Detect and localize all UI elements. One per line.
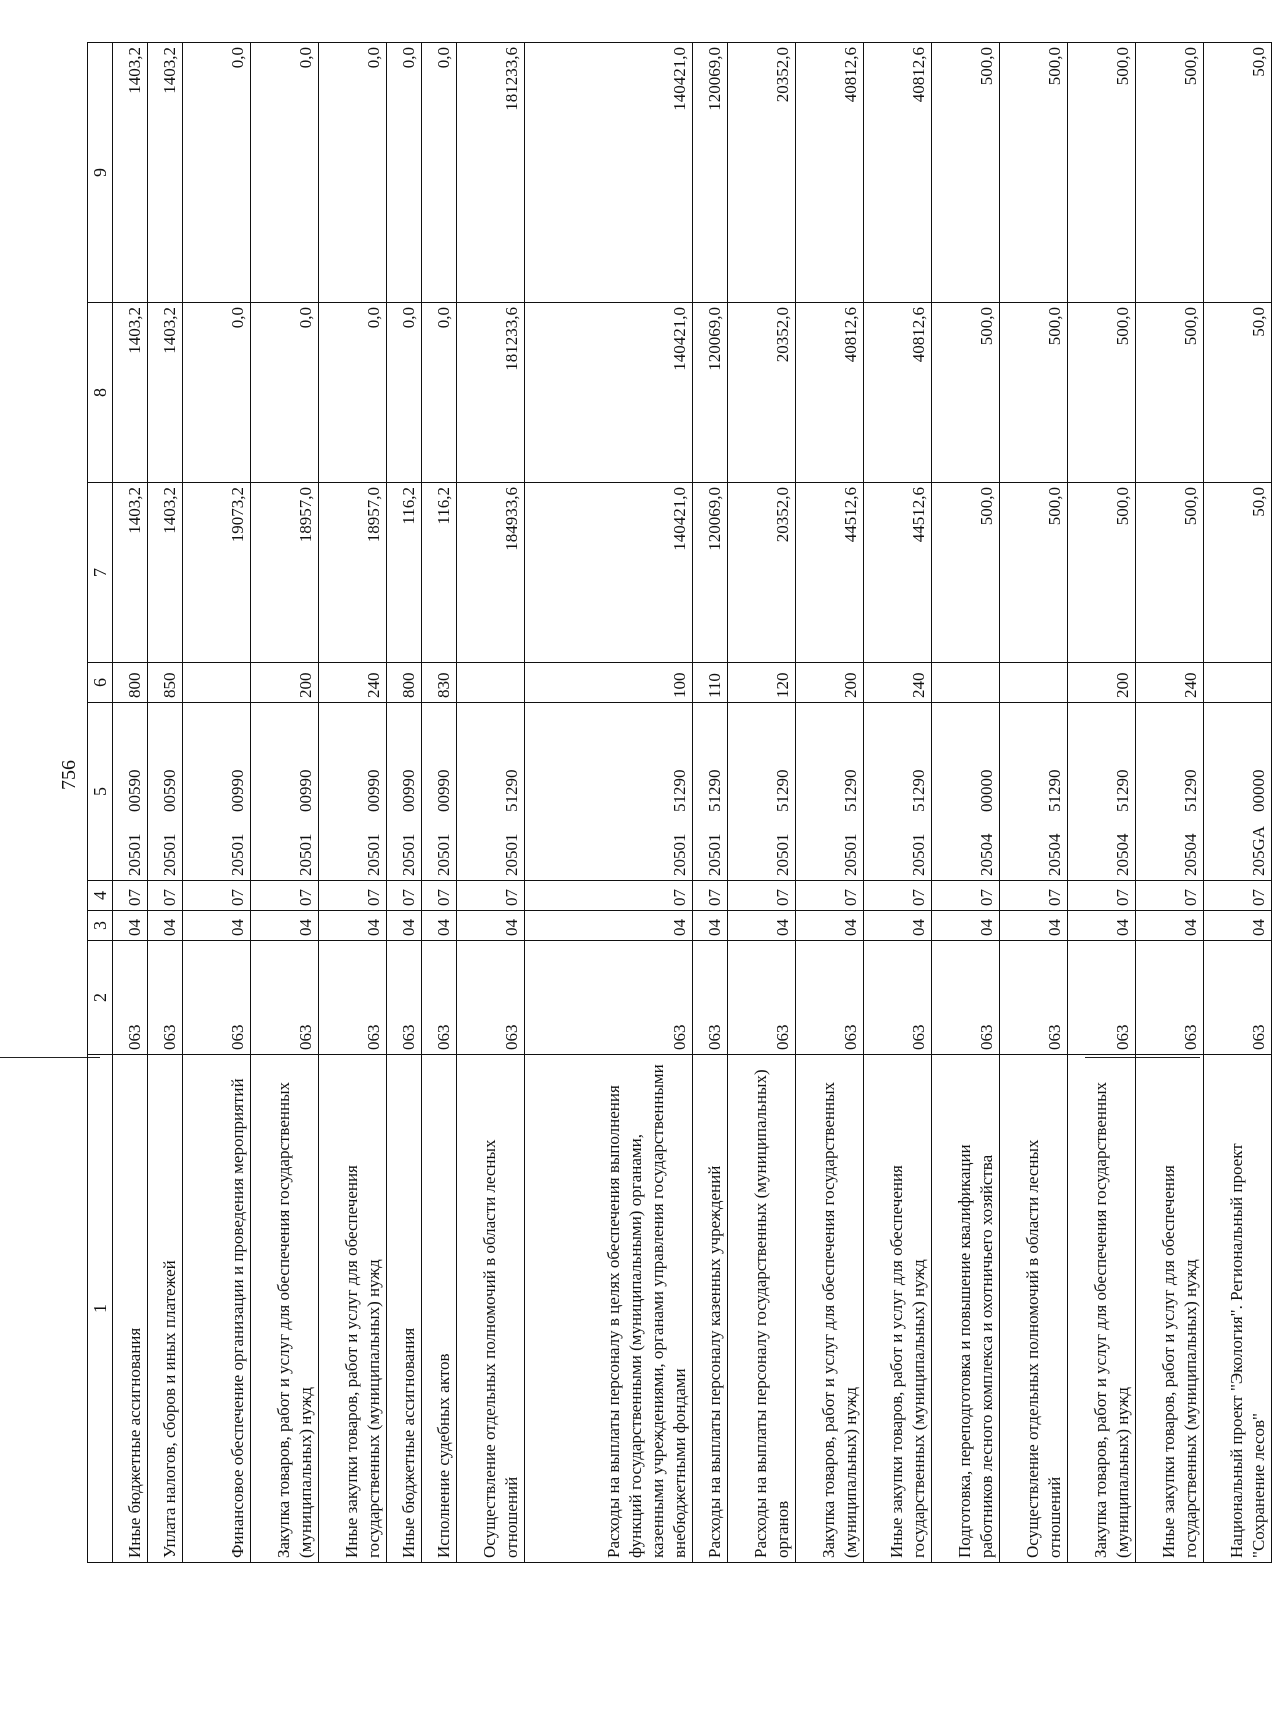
header-col-7: 7 [88, 483, 113, 663]
header-col-5: 5 [88, 703, 113, 881]
target-article-code: 20504 [1045, 833, 1064, 876]
col-5-code [183, 703, 251, 881]
table-row [1000, 43, 1068, 1563]
col-5-code [864, 703, 932, 881]
col-8-amount: 0,0 [319, 303, 387, 483]
target-article-code: 20504 [977, 833, 996, 876]
col-7-amount: 18957,0 [319, 483, 387, 663]
col-3-code: 04 [728, 911, 796, 941]
col-8-amount: 500,0 [1000, 303, 1068, 483]
table-row [319, 43, 387, 1563]
col-9-amount: 0,0 [422, 43, 457, 303]
col-3-code: 04 [319, 911, 387, 941]
col-9-amount: 500,0 [1136, 43, 1204, 303]
col-3-code: 04 [113, 911, 148, 941]
target-article-code: 20501 [296, 833, 315, 876]
col-6-code: 800 [113, 663, 148, 703]
col-2-code: 063 [1068, 941, 1136, 1055]
col-9-amount: 181233,6 [457, 43, 525, 303]
col-9-amount: 500,0 [1068, 43, 1136, 303]
col-7-amount: 20352,0 [728, 483, 796, 663]
row-name: Исполнение судебных актов [422, 1055, 457, 1563]
col-9-amount: 140421,0 [525, 43, 693, 303]
header-col-6: 6 [88, 663, 113, 703]
col-4-code: 07 [796, 881, 864, 911]
col-2-code: 063 [728, 941, 796, 1055]
col-7-amount: 140421,0 [525, 483, 693, 663]
col-5-code [932, 703, 1000, 881]
target-article-code: 20501 [670, 833, 689, 876]
col-4-code: 07 [183, 881, 251, 911]
col-5-code [525, 703, 693, 881]
table-row [693, 43, 728, 1563]
col-5-code [693, 703, 728, 881]
table-row [796, 43, 864, 1563]
target-article-code: 20501 [705, 833, 724, 876]
row-name: Осуществление отдельных полномочий в области лесных отношений [457, 1055, 525, 1563]
row-name: Иные закупки товаров, работ и услуг для обеспечения государственных (муниципальных) нужд [319, 1055, 387, 1563]
col-3-code: 04 [864, 911, 932, 941]
col-7-amount: 1403,2 [113, 483, 148, 663]
table-row [932, 43, 1000, 1563]
col-8-amount: 40812,6 [796, 303, 864, 483]
expense-direction-code: 00990 [399, 769, 418, 812]
col-4-code: 07 [148, 881, 183, 911]
row-name: Подготовка, переподготовка и повышение квалификации работников лесного комплекса и охотничьего хозяйства [932, 1055, 1000, 1563]
col-3-code: 04 [457, 911, 525, 941]
col-6-code [1000, 663, 1068, 703]
col-6-code [183, 663, 251, 703]
col-2-code: 063 [525, 941, 693, 1055]
row-name: Закупка товаров, работ и услуг для обеспечения государственных (муниципальных) нужд [1068, 1055, 1136, 1563]
col-8-amount: 40812,6 [864, 303, 932, 483]
col-2-code: 063 [693, 941, 728, 1055]
col-8-amount: 50,0 [1204, 303, 1272, 483]
col-9-amount: 20352,0 [728, 43, 796, 303]
col-4-code: 07 [693, 881, 728, 911]
table-row [1068, 43, 1136, 1563]
col-2-code: 063 [457, 941, 525, 1055]
col-8-amount: 500,0 [1068, 303, 1136, 483]
col-2-code: 063 [422, 941, 457, 1055]
target-article-code: 20501 [434, 833, 453, 876]
horizontal-fold-line-left [0, 1057, 100, 1058]
target-article-code: 20501 [773, 833, 792, 876]
expense-direction-code: 51290 [502, 769, 521, 812]
table-row [251, 43, 319, 1563]
col-9-amount: 40812,6 [864, 43, 932, 303]
col-2-code: 063 [864, 941, 932, 1055]
row-name: Иные закупки товаров, работ и услуг для обеспечения государственных (муниципальных) нужд [1136, 1055, 1204, 1563]
col-6-code: 200 [251, 663, 319, 703]
col-3-code: 04 [387, 911, 422, 941]
col-2-code: 063 [796, 941, 864, 1055]
page-number: 756 [58, 760, 80, 790]
row-name: Расходы на выплаты персоналу государственных (муниципальных) органов [728, 1055, 796, 1563]
row-name: Закупка товаров, работ и услуг для обеспечения государственных (муниципальных) нужд [251, 1055, 319, 1563]
col-6-code: 240 [319, 663, 387, 703]
row-name: Финансовое обеспечение организации и проведения мероприятий [183, 1055, 251, 1563]
row-name: Национальный проект "Экология". Региональный проект "Сохранение лесов" [1204, 1055, 1272, 1563]
col-3-code: 04 [693, 911, 728, 941]
col-7-amount: 44512,6 [864, 483, 932, 663]
table-row [525, 43, 693, 1563]
col-8-amount: 0,0 [251, 303, 319, 483]
col-7-amount: 120069,0 [693, 483, 728, 663]
target-article-code: 20501 [909, 833, 928, 876]
col-2-code: 063 [148, 941, 183, 1055]
col-7-amount: 116,2 [387, 483, 422, 663]
target-article-code: 20501 [364, 833, 383, 876]
col-3-code: 04 [251, 911, 319, 941]
col-5-code [251, 703, 319, 881]
table-row [1204, 43, 1272, 1563]
rotated-table-container [87, 43, 1268, 1563]
col-4-code: 07 [525, 881, 693, 911]
col-2-code: 063 [183, 941, 251, 1055]
col-6-code: 240 [864, 663, 932, 703]
col-8-amount: 140421,0 [525, 303, 693, 483]
col-6-code: 200 [1068, 663, 1136, 703]
expense-direction-code: 51290 [841, 769, 860, 812]
target-article-code: 20501 [125, 833, 144, 876]
expense-direction-code: 51290 [909, 769, 928, 812]
col-4-code: 07 [1000, 881, 1068, 911]
budget-table-body [88, 43, 1272, 1563]
col-7-amount: 44512,6 [796, 483, 864, 663]
col-5-code [728, 703, 796, 881]
target-article-code: 20504 [1181, 833, 1200, 876]
col-6-code: 850 [148, 663, 183, 703]
expense-direction-code: 51290 [1181, 769, 1200, 812]
col-8-amount: 0,0 [183, 303, 251, 483]
col-2-code: 063 [387, 941, 422, 1055]
expense-direction-code: 00990 [228, 769, 247, 812]
col-5-code [422, 703, 457, 881]
table-row [183, 43, 251, 1563]
expense-direction-code: 00990 [296, 769, 315, 812]
col-2-code: 063 [1204, 941, 1272, 1055]
expense-direction-code: 00590 [160, 769, 179, 812]
table-header-row [88, 43, 113, 1563]
col-3-code: 04 [525, 911, 693, 941]
col-7-amount: 19073,2 [183, 483, 251, 663]
row-name: Осуществление отдельных полномочий в области лесных отношений [1000, 1055, 1068, 1563]
header-col-1: 1 [88, 1055, 113, 1563]
col-4-code: 07 [319, 881, 387, 911]
col-9-amount: 500,0 [1000, 43, 1068, 303]
col-2-code: 063 [251, 941, 319, 1055]
col-8-amount: 120069,0 [693, 303, 728, 483]
expense-direction-code: 51290 [705, 769, 724, 812]
col-4-code: 07 [457, 881, 525, 911]
target-article-code: 20501 [160, 833, 179, 876]
col-7-amount: 500,0 [932, 483, 1000, 663]
col-5-code [1204, 703, 1272, 881]
table-row [457, 43, 525, 1563]
col-3-code: 04 [148, 911, 183, 941]
col-6-code: 100 [525, 663, 693, 703]
target-article-code: 205GA [1249, 825, 1268, 876]
target-article-code: 20504 [1113, 833, 1132, 876]
table-row [422, 43, 457, 1563]
col-2-code: 063 [1000, 941, 1068, 1055]
col-6-code [1204, 663, 1272, 703]
col-8-amount: 1403,2 [113, 303, 148, 483]
target-article-code: 20501 [399, 833, 418, 876]
header-col-4: 4 [88, 881, 113, 911]
expense-direction-code: 00990 [364, 769, 383, 812]
header-col-9: 9 [88, 43, 113, 303]
col-2-code: 063 [113, 941, 148, 1055]
table-row [387, 43, 422, 1563]
col-5-code [457, 703, 525, 881]
col-6-code: 110 [693, 663, 728, 703]
expense-direction-code: 51290 [1113, 769, 1132, 812]
col-8-amount: 1403,2 [148, 303, 183, 483]
row-name: Иные закупки товаров, работ и услуг для обеспечения государственных (муниципальных) нужд [864, 1055, 932, 1563]
col-7-amount: 184933,6 [457, 483, 525, 663]
col-2-code: 063 [1136, 941, 1204, 1055]
col-6-code: 200 [796, 663, 864, 703]
expense-direction-code: 51290 [1045, 769, 1064, 812]
col-4-code: 07 [1068, 881, 1136, 911]
col-9-amount: 1403,2 [113, 43, 148, 303]
col-8-amount: 0,0 [387, 303, 422, 483]
col-3-code: 04 [932, 911, 1000, 941]
col-6-code: 830 [422, 663, 457, 703]
col-7-amount: 1403,2 [148, 483, 183, 663]
col-6-code [457, 663, 525, 703]
expense-direction-code: 00000 [1249, 769, 1268, 812]
header-col-3: 3 [88, 911, 113, 941]
col-7-amount: 18957,0 [251, 483, 319, 663]
col-7-amount: 500,0 [1136, 483, 1204, 663]
col-3-code: 04 [1204, 911, 1272, 941]
col-9-amount: 120069,0 [693, 43, 728, 303]
row-name: Закупка товаров, работ и услуг для обеспечения государственных (муниципальных) нужд [796, 1055, 864, 1563]
table-row [148, 43, 183, 1563]
col-4-code: 07 [422, 881, 457, 911]
col-7-amount: 500,0 [1000, 483, 1068, 663]
col-9-amount: 0,0 [387, 43, 422, 303]
col-6-code: 120 [728, 663, 796, 703]
col-5-code [319, 703, 387, 881]
target-article-code: 20501 [841, 833, 860, 876]
col-7-amount: 50,0 [1204, 483, 1272, 663]
col-6-code: 240 [1136, 663, 1204, 703]
header-col-2: 2 [88, 941, 113, 1055]
col-4-code: 07 [113, 881, 148, 911]
table-row [864, 43, 932, 1563]
row-name: Расходы на выплаты персоналу в целях обеспечения выполнения функций государственными (муниципальными) органами, казенными учреждениями, органами управления государственными внебюджетными фондами [525, 1055, 693, 1563]
target-article-code: 20501 [228, 833, 247, 876]
col-5-code [796, 703, 864, 881]
col-9-amount: 40812,6 [796, 43, 864, 303]
expense-direction-code: 00590 [125, 769, 144, 812]
row-name: Уплата налогов, сборов и иных платежей [148, 1055, 183, 1563]
col-4-code: 07 [864, 881, 932, 911]
budget-table [87, 42, 1272, 1563]
col-5-code [1136, 703, 1204, 881]
col-5-code [387, 703, 422, 881]
col-9-amount: 0,0 [251, 43, 319, 303]
col-3-code: 04 [1068, 911, 1136, 941]
col-4-code: 07 [728, 881, 796, 911]
col-3-code: 04 [1136, 911, 1204, 941]
col-9-amount: 500,0 [932, 43, 1000, 303]
table-row [113, 43, 148, 1563]
col-9-amount: 0,0 [183, 43, 251, 303]
col-4-code: 07 [251, 881, 319, 911]
table-row [1136, 43, 1204, 1563]
col-7-amount: 500,0 [1068, 483, 1136, 663]
col-6-code: 800 [387, 663, 422, 703]
col-9-amount: 1403,2 [148, 43, 183, 303]
col-8-amount: 500,0 [1136, 303, 1204, 483]
col-8-amount: 0,0 [422, 303, 457, 483]
col-3-code: 04 [422, 911, 457, 941]
col-6-code [932, 663, 1000, 703]
col-7-amount: 116,2 [422, 483, 457, 663]
col-5-code [148, 703, 183, 881]
col-8-amount: 181233,6 [457, 303, 525, 483]
table-row [728, 43, 796, 1563]
col-3-code: 04 [183, 911, 251, 941]
expense-direction-code: 51290 [773, 769, 792, 812]
col-3-code: 04 [1000, 911, 1068, 941]
col-4-code: 07 [1136, 881, 1204, 911]
col-9-amount: 50,0 [1204, 43, 1272, 303]
header-col-8: 8 [88, 303, 113, 483]
col-9-amount: 0,0 [319, 43, 387, 303]
expense-direction-code: 51290 [670, 769, 689, 812]
row-name: Иные бюджетные ассигнования [387, 1055, 422, 1563]
col-3-code: 04 [796, 911, 864, 941]
col-8-amount: 500,0 [932, 303, 1000, 483]
col-5-code [113, 703, 148, 881]
row-name: Расходы на выплаты персоналу казенных учреждений [693, 1055, 728, 1563]
col-4-code: 07 [932, 881, 1000, 911]
col-4-code: 07 [387, 881, 422, 911]
row-name: Иные бюджетные ассигнования [113, 1055, 148, 1563]
col-2-code: 063 [319, 941, 387, 1055]
expense-direction-code: 00000 [977, 769, 996, 812]
expense-direction-code: 00990 [434, 769, 453, 812]
col-4-code: 07 [1204, 881, 1272, 911]
col-8-amount: 20352,0 [728, 303, 796, 483]
target-article-code: 20501 [502, 833, 521, 876]
col-2-code: 063 [932, 941, 1000, 1055]
col-5-code [1068, 703, 1136, 881]
col-5-code [1000, 703, 1068, 881]
